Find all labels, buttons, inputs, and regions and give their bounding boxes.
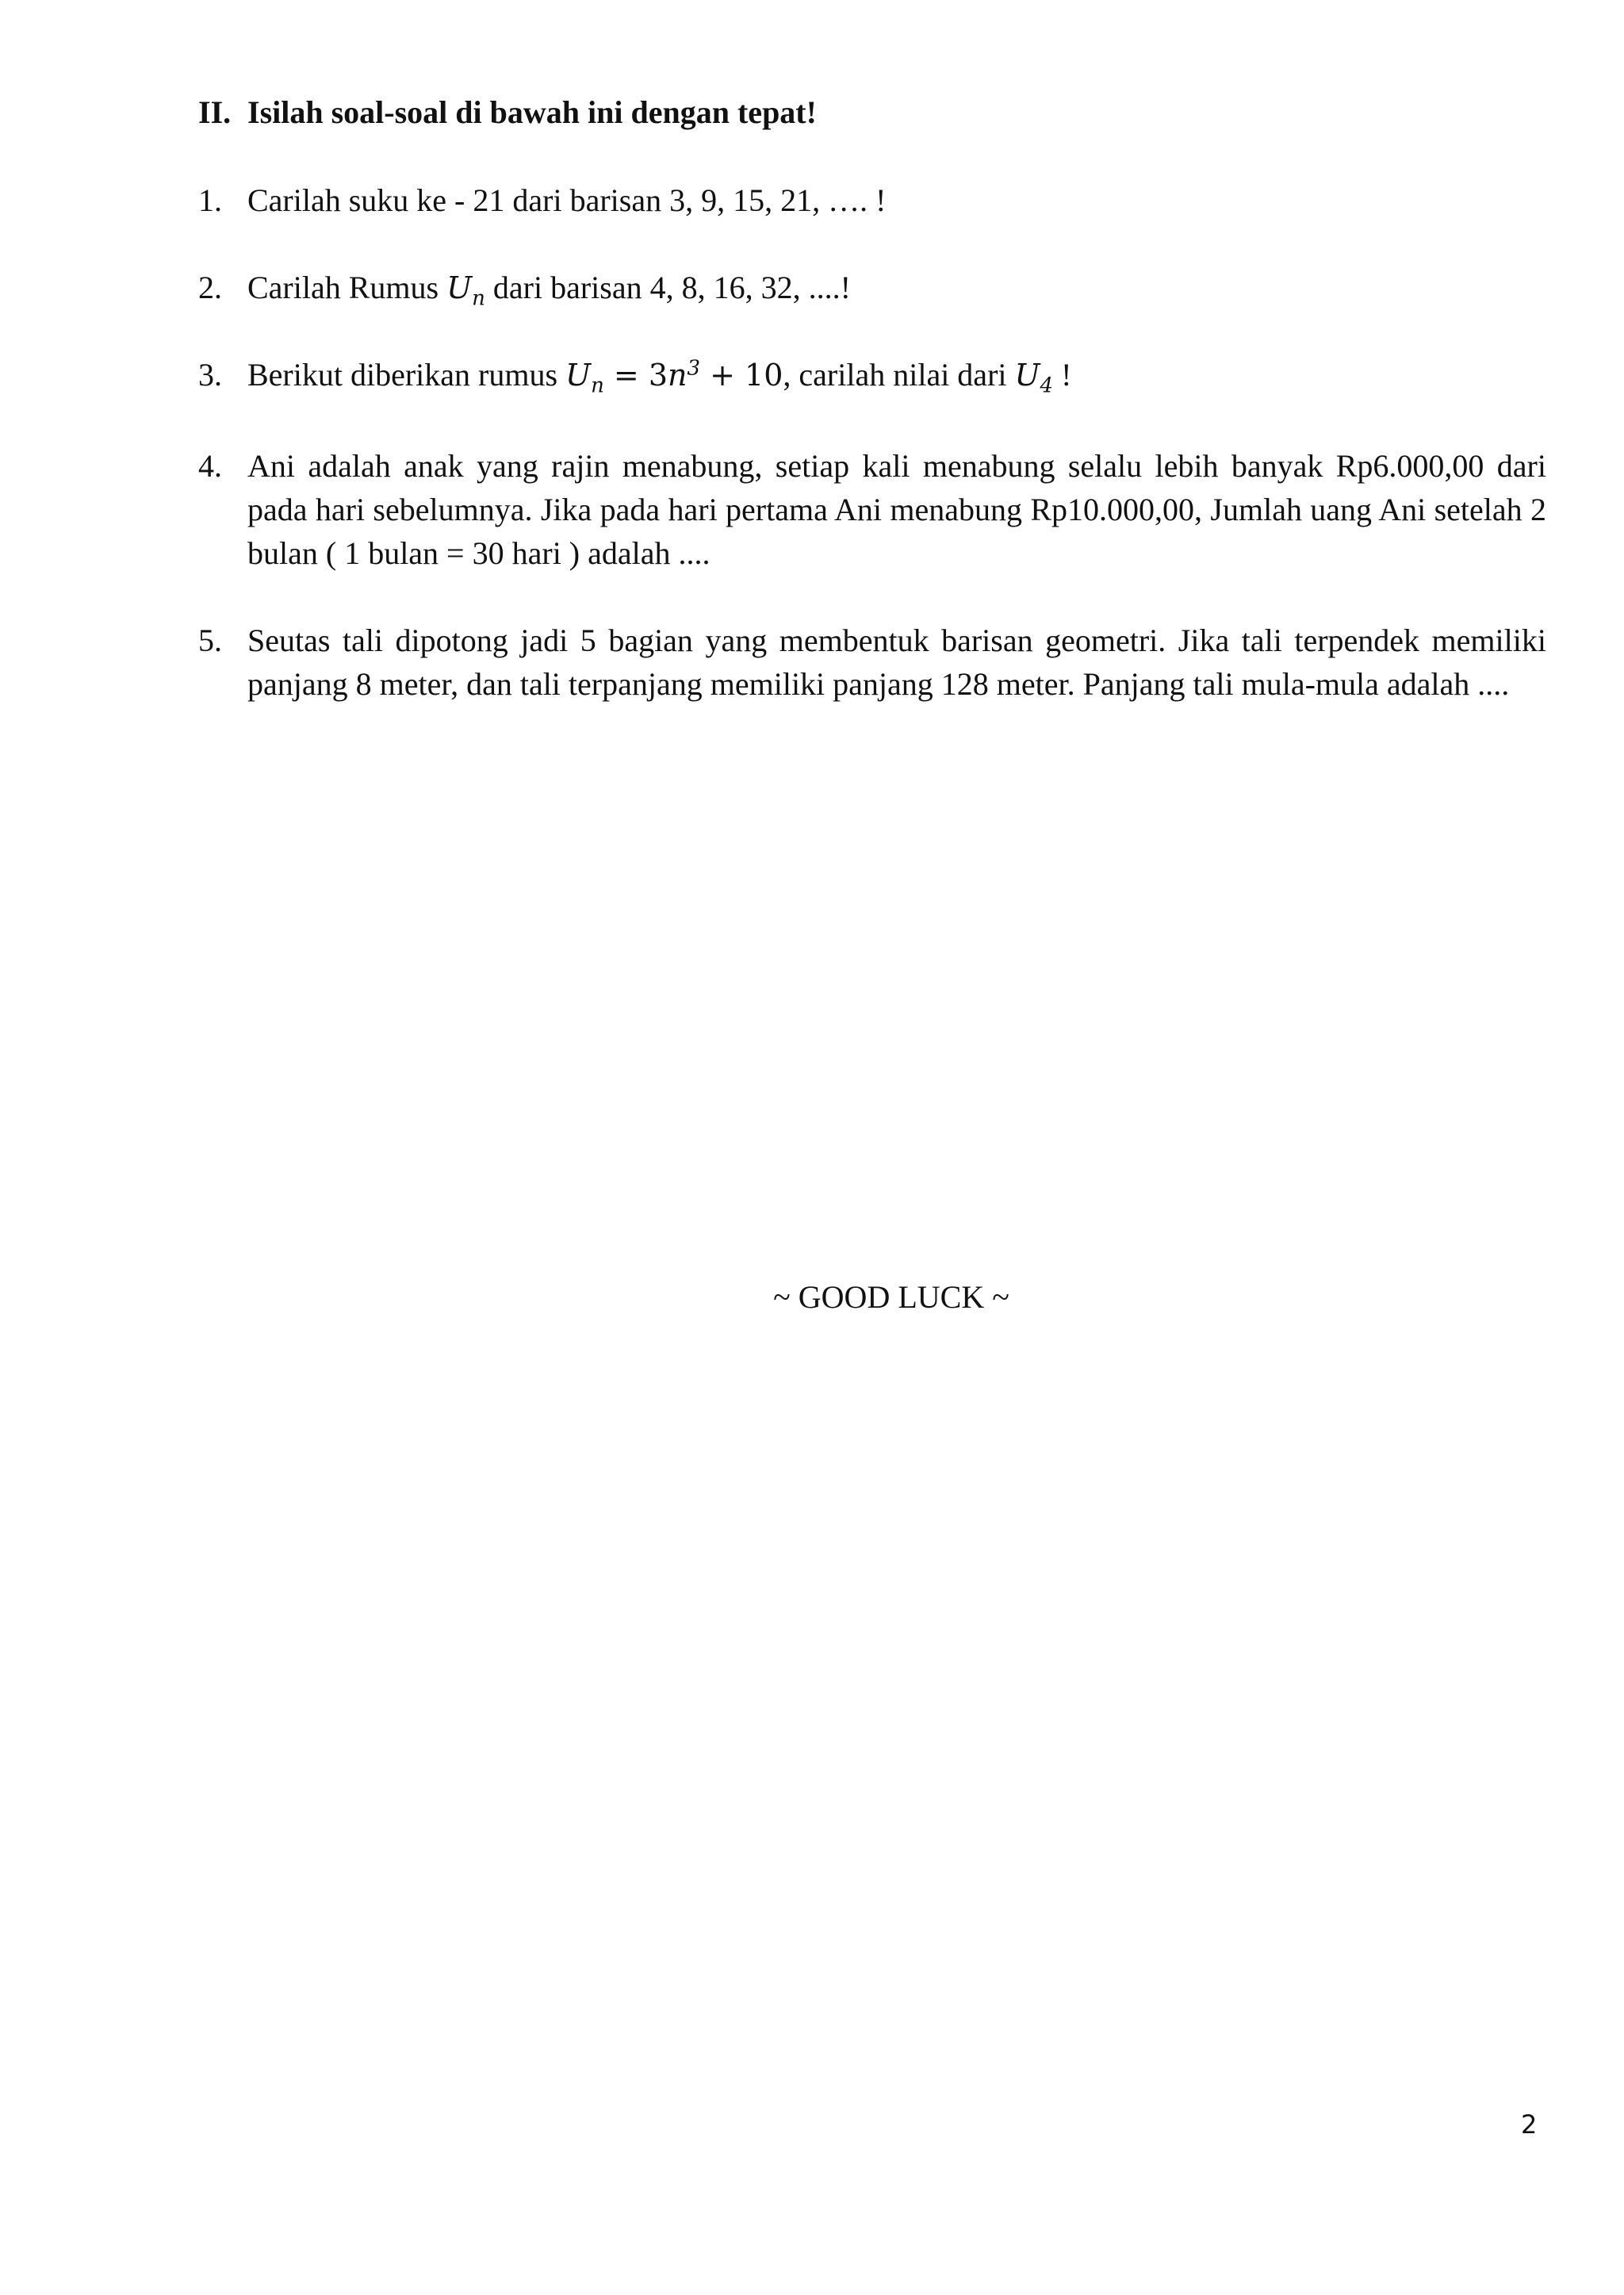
question-text xyxy=(247,353,1546,397)
question-4 xyxy=(198,444,1546,575)
question-number: 3. xyxy=(198,357,222,393)
math-subscript: n xyxy=(472,286,485,311)
text-segment: Carilah Rumus xyxy=(247,270,447,305)
page-number: 2 xyxy=(1521,2109,1538,2140)
text-segment: , carilah nilai dari xyxy=(783,357,1015,393)
math-variable: n xyxy=(668,358,688,393)
math-variable: U xyxy=(1014,358,1040,393)
math-superscript: 3 xyxy=(687,356,701,381)
question-number: 2. xyxy=(198,270,222,305)
text-segment: dari barisan 4, 8, 16, 32, ....! xyxy=(492,270,851,305)
question-text: Ani adalah anak yang rajin menabung, setiap kali menabung selalu lebih banyak Rp6.000,00 dari pada hari sebelumnya. Jika pada hari pertama Ani menabung Rp10.000,00, Jumlah uang Ani setelah 2 bulan ( 1 bulan = 30 hari ) adalah .... xyxy=(247,448,1546,571)
math-operator: + 10 xyxy=(700,358,783,393)
math-expression xyxy=(1014,358,1054,398)
math-variable: U xyxy=(446,270,473,305)
question-3 xyxy=(198,353,1546,397)
question-number: 1. xyxy=(198,182,222,218)
question-text: Carilah suku ke - 21 dari barisan 3, 9, 15, 21, …. ! xyxy=(247,182,887,218)
question-number: 5. xyxy=(198,623,222,658)
section-heading xyxy=(198,94,817,131)
math-expression xyxy=(446,270,485,311)
math-subscript: n xyxy=(591,374,604,398)
math-subscript: 4 xyxy=(1040,374,1054,398)
math-variable: U xyxy=(565,358,592,393)
section-number: II. xyxy=(198,94,232,130)
question-text: Seutas tali dipotong jadi 5 bagian yang membentuk barisan geometri. Jika tali terpendek memiliki panjang 8 meter, dan tali terpanjang memiliki panjang 128 meter. Panjang tali mula-mula adalah .... xyxy=(247,623,1546,702)
question-2 xyxy=(198,266,1546,310)
text-segment: Berikut diberikan rumus xyxy=(247,357,566,393)
question-number: 4. xyxy=(198,448,222,484)
question-1 xyxy=(198,178,1546,222)
closing-message: ~ GOOD LUCK ~ xyxy=(773,1279,1009,1315)
question-5 xyxy=(198,619,1546,706)
math-operator: = 3 xyxy=(603,358,668,393)
formula xyxy=(565,356,783,398)
text-segment: ! xyxy=(1053,357,1072,393)
section-title: Isilah soal-soal di bawah ini dengan tepat! xyxy=(247,94,817,130)
question-text xyxy=(247,266,1546,310)
